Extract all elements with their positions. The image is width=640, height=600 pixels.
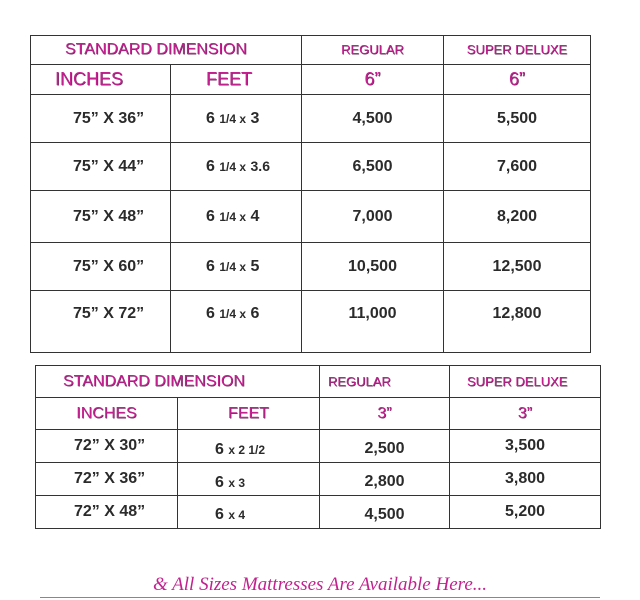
header-cell-super-deluxe-thickness — [450, 398, 601, 430]
inches-cell — [31, 291, 171, 353]
feet-whole: 6 — [215, 506, 224, 523]
regular-price-cell — [302, 95, 444, 143]
super-deluxe-price-cell — [444, 243, 591, 291]
super-deluxe-price: 5,500 — [496, 109, 538, 127]
feet-fraction: x 3 — [228, 476, 246, 490]
header-cell-inches — [31, 65, 171, 95]
inches-cell — [36, 463, 178, 496]
super-deluxe-price-cell — [450, 430, 601, 463]
header-row-titles — [36, 366, 601, 398]
header-cell-super-deluxe — [444, 36, 591, 65]
super-deluxe-price-cell — [444, 291, 591, 353]
feet-width: 3.6 — [250, 157, 270, 174]
super-deluxe-price: 12,800 — [492, 305, 542, 322]
super-deluxe-price: 3,800 — [504, 470, 546, 487]
regular-price-cell — [302, 191, 444, 243]
feet-fraction: 1/4 x — [219, 259, 247, 274]
inches-cell — [36, 496, 178, 529]
header-cell-standard-dimension — [31, 36, 302, 65]
header-cell-super-deluxe-thickness — [444, 65, 591, 95]
feet-whole: 6 — [215, 474, 224, 491]
price-table-3-inch — [35, 365, 601, 529]
super-deluxe-price: 12,500 — [492, 257, 542, 275]
feet-cell — [171, 143, 302, 191]
header-row-units — [36, 398, 601, 430]
super-deluxe-price-cell — [444, 143, 591, 191]
inches-value: 75” X 36” — [73, 109, 145, 127]
feet-heading: FEET — [206, 69, 253, 89]
super-deluxe-price-cell — [444, 95, 591, 143]
feet-fraction: 1/4 x — [219, 209, 247, 224]
header-cell-standard-dimension — [36, 366, 320, 398]
inches-cell — [31, 143, 171, 191]
regular-price-cell — [302, 243, 444, 291]
table-row — [31, 291, 591, 353]
inches-value: 75” X 44” — [73, 157, 145, 175]
super-deluxe-price-cell — [444, 191, 591, 243]
inches-value: 75” X 72” — [73, 305, 145, 322]
super-deluxe-price: 7,600 — [496, 157, 538, 175]
regular-price: 6,500 — [352, 157, 393, 175]
table-row — [31, 95, 591, 143]
standard-dimension-heading: STANDARD DIMENSION — [65, 41, 247, 58]
inches-cell — [31, 95, 171, 143]
feet-fraction: 1/4 x — [219, 111, 247, 126]
table-row — [31, 191, 591, 243]
inches-value: 72” X 30” — [74, 437, 146, 454]
feet-whole: 6 — [206, 157, 215, 175]
regular-price: 10,500 — [348, 257, 397, 275]
header-cell-feet — [171, 65, 302, 95]
super-deluxe-price: 5,200 — [504, 503, 546, 520]
table-row — [31, 143, 591, 191]
super-deluxe-thickness: 6” — [508, 69, 525, 89]
table-row — [31, 243, 591, 291]
super-deluxe-price-cell — [450, 496, 601, 529]
feet-whole: 6 — [206, 109, 215, 127]
regular-heading: REGULAR — [341, 42, 404, 57]
footer-divider — [40, 597, 600, 598]
feet-whole: 6 — [215, 441, 224, 458]
regular-price: 11,000 — [348, 305, 397, 322]
feet-cell — [178, 496, 320, 529]
header-cell-regular-thickness — [320, 398, 450, 430]
inches-value: 72” X 48” — [74, 503, 146, 520]
regular-thickness: 3” — [377, 404, 392, 422]
super-deluxe-thickness: 3” — [517, 404, 533, 422]
inches-cell — [31, 243, 171, 291]
table-row — [36, 430, 601, 463]
price-table-6-inch — [30, 35, 591, 353]
header-cell-regular — [320, 366, 450, 398]
inches-cell — [36, 430, 178, 463]
header-row-titles — [31, 36, 591, 65]
feet-heading: FEET — [228, 404, 269, 422]
table-row — [36, 463, 601, 496]
feet-cell — [171, 291, 302, 353]
inches-value: 72” X 36” — [74, 470, 146, 487]
regular-price-cell — [302, 143, 444, 191]
super-deluxe-price-cell — [450, 463, 601, 496]
inches-cell — [31, 191, 171, 243]
feet-whole: 6 — [206, 305, 215, 322]
inches-value: 75” X 48” — [73, 207, 145, 225]
super-deluxe-heading: SUPER DELUXE — [466, 42, 568, 57]
availability-note: & All Sizes Mattresses Are Available Here... — [152, 574, 488, 595]
table-row — [36, 496, 601, 529]
standard-dimension-heading: STANDARD DIMENSION — [63, 372, 245, 390]
feet-whole: 6 — [206, 207, 215, 225]
super-deluxe-price: 3,500 — [504, 437, 546, 454]
regular-price-cell — [302, 291, 444, 353]
feet-cell — [178, 463, 320, 496]
feet-fraction: x 2 1/2 — [228, 443, 266, 457]
regular-price: 4,500 — [352, 109, 393, 127]
regular-price: 7,000 — [352, 207, 393, 225]
regular-price-cell — [320, 496, 450, 529]
header-cell-regular — [302, 36, 444, 65]
super-deluxe-price: 8,200 — [496, 207, 538, 225]
feet-cell — [171, 191, 302, 243]
regular-thickness: 6” — [364, 69, 381, 89]
regular-price-cell — [320, 430, 450, 463]
feet-cell — [171, 95, 302, 143]
feet-width: 5 — [250, 257, 260, 275]
header-cell-super-deluxe — [450, 366, 601, 398]
inches-heading: INCHES — [55, 69, 124, 89]
regular-price-cell — [320, 463, 450, 496]
header-cell-feet — [178, 398, 320, 430]
feet-fraction: 1/4 x — [219, 159, 247, 174]
feet-cell — [171, 243, 302, 291]
feet-fraction: 1/4 x — [219, 307, 247, 321]
header-cell-regular-thickness — [302, 65, 444, 95]
feet-whole: 6 — [206, 257, 215, 275]
regular-price: 4,500 — [364, 506, 405, 523]
feet-width: 4 — [250, 207, 260, 225]
super-deluxe-heading: SUPER DELUXE — [467, 373, 568, 389]
header-cell-inches — [36, 398, 178, 430]
feet-fraction: x 4 — [228, 508, 246, 522]
regular-price: 2,800 — [364, 473, 405, 490]
feet-cell — [178, 430, 320, 463]
header-row-units — [31, 65, 591, 95]
regular-heading: REGULAR — [328, 373, 391, 389]
feet-width: 3 — [250, 109, 260, 127]
feet-width: 6 — [250, 305, 260, 322]
inches-value: 75” X 60” — [73, 257, 145, 275]
inches-heading: INCHES — [76, 404, 137, 422]
regular-price: 2,500 — [364, 440, 405, 457]
